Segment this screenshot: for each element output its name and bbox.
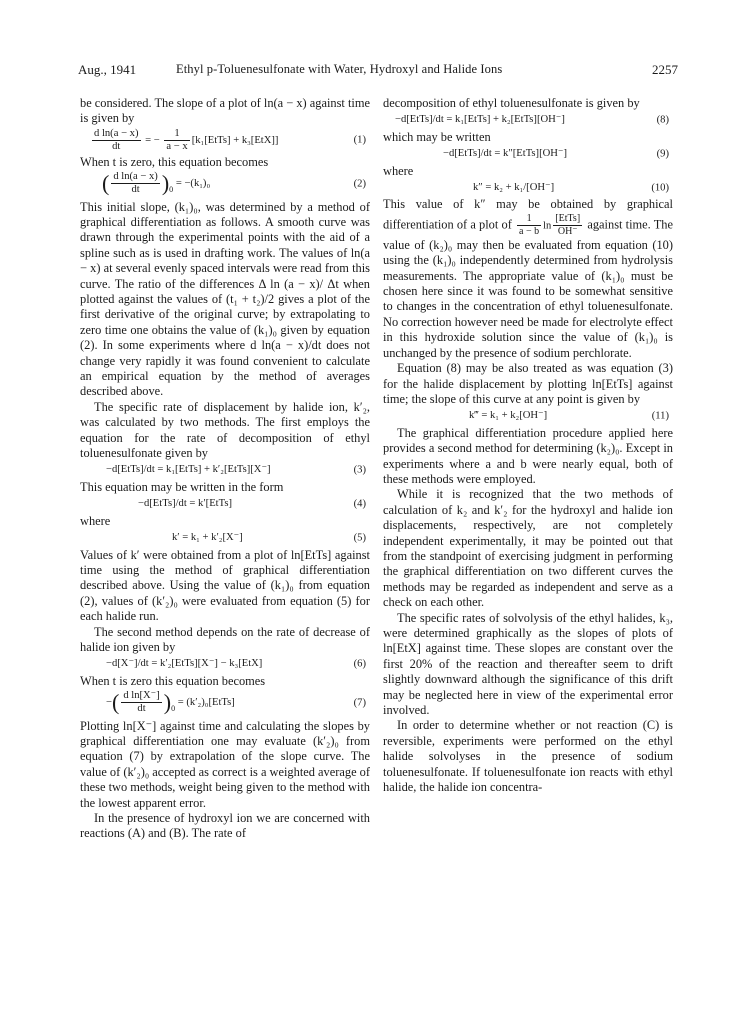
paragraph: In the presence of hydroxyl ion we are concerned with reactions (A) and (B). The rate of: [80, 810, 370, 841]
paragraph: This equation may be written in the form: [80, 479, 284, 494]
equation-4: −d[EtTs]/dt = k′[EtTs] (4): [138, 498, 366, 510]
paragraph: When t is zero, this equation becomes: [80, 154, 269, 169]
equation-1: $\frac{\text{d ln(a − x)}}{dt}$ = − $\frac{1}{a - x}$ [k₁[EtTs] + k₃[EtX]] (1): [94, 127, 366, 152]
paragraph: This initial slope, (k₁)₀, was determined by a method of graphical differentiation as follows. A smooth curve was drawn through the experimental points with the aid of a spline such as is used in drafting work. The values of ln(a − x) at several evenly spaced intervals were read from this curve. The ratio of the differences Δ ln (a − x)/ Δt when plotted against the values of (t₁ + t₂)/2 gives a plot of the first derivative of the original curve; by extrapolating to zero time one obtains the value of (k₁)₀ given by equation (2). In some experiments where d ln(a − x)/dt does not change very rapidly it was found convenient to calculate an empirical equation by the method of averages described above.: [80, 199, 370, 399]
right-column: [383, 96, 673, 795]
paragraph: This value of k″ may be obtained by graphical differentiation of a plot of $\frac{1}{a - b}$ ln $\frac{\text{[EtTs]}}{OH^-}$ against time. The value of (k₂)₀ may then be evaluated from equation (10) using the (k₁)₀ independently determined from hydrolysis measurements. The appropriate value of (k₁)₀ must be chosen here since it was found to be somewhat sensitive to changes in the concentration of ethyl toluenesulfonate. No correction however need be made for electrolyte effect in this hydroxide solution since the value of (k₁)₀ is unchanged by the presence of sodium perchlorate.: [383, 197, 673, 360]
paragraph: Values of k′ were obtained from a plot of ln[EtTs] against time using the method of graphical differentiation described above. Using the value of (k₁)₀ from equation (2), values of (k′₂)₀ were evaluated from equation (5) for each halide run.: [80, 547, 370, 624]
running-header: [78, 62, 678, 78]
equation-2: ( $\frac{\text{d ln(a − x)}}{dt}$ )$_0 = -(k_1)_0$ (2): [102, 170, 366, 196]
equation-11: k‴ = k₁ + k₂[OH⁻] (11): [469, 410, 669, 422]
paragraph: The specific rates of solvolysis of the ethyl halides, k₃, were determined graphically as the slopes of plots of ln[EtX] against time. These slopes are constant over the first 20% of the reaction and thereafter seem to drift slightly downward although the significance of this drift may be neglected here in view of the experimental error involved.: [383, 610, 673, 718]
page-number: 2257: [652, 62, 678, 77]
equation-8: −d[EtTs]/dt = k₁[EtTs] + k₂[EtTs][OH⁻] (8): [395, 114, 669, 126]
paragraph: The second method depends on the rate of decrease of halide ion given by: [80, 624, 370, 654]
paragraph: be considered. The slope of a plot of ln(a − x) against time is given by: [80, 96, 370, 126]
paragraph: Plotting ln[X⁻] against time and calculating the slopes by graphical differentiation one may evaluate (k′₂)₀ from equation (7) by extrapolation of the slope curve. The value of (k′₂)₀ accepted as correct is a weighted average of these two methods, weight being given to the method with the lowest apparent error.: [80, 718, 370, 810]
paragraph: decomposition of ethyl toluenesulfonate is given by: [383, 96, 640, 110]
paragraph: When t is zero this equation becomes: [80, 673, 266, 688]
paragraph: Equation (8) may be also treated as was equation (3) for the halide displacement by plotting ln[EtTs] against time; the slope of this curve at any point is given by: [383, 361, 673, 406]
equation-5: k′ = k₁ + k′₂[X⁻] (5): [172, 532, 366, 544]
paragraph: which may be written: [383, 129, 491, 144]
paragraph: The graphical differentiation procedure applied here provides a second method for determining (k₂)₀. Except in experiments where a and b were nearly equal, both of these methods were employed.: [383, 425, 673, 486]
equation-7: −( $\frac{\text{d ln[X⁻]}}{dt}$ )$_0$ = (k′₂)₀[EtTs] (7): [106, 689, 366, 715]
paragraph: While it is recognized that the two methods of calculation of k₂ and k′₂ for the hydroxyl and halide ion displacements, respectively, are not completely independent experimentally, it may be pointed out that from the standpoint of exercising judgment in performing the graphical differentiation on two different curves the methods may be regarded as independent and serve as a check on each other.: [383, 487, 673, 610]
header-title: Ethyl p-Toluenesulfonate with Water, Hydroxyl and Halide Ions: [176, 62, 503, 76]
equation-6: −d[X⁻]/dt = k′₂[EtTs][X⁻] − k₃[EtX] (6): [106, 658, 366, 670]
left-column: [80, 96, 370, 842]
header-date: Aug., 1941: [78, 62, 137, 77]
paragraph: where: [383, 163, 414, 178]
paragraph: The specific rate of displacement by halide ion, k′₂, was calculated by two methods. The first employs the equation for the rate of decomposition of ethyl toluenesulfonate given by: [80, 399, 370, 461]
equation-9: −d[EtTs]/dt = k″[EtTs][OH⁻] (9): [443, 148, 669, 160]
paragraph: where: [80, 513, 111, 528]
paragraph: In order to determine whether or not reaction (C) is reversible, experiments were performed on the ethyl halide solvolyses in the presence of sodium toluenesulfonate. If toluenesulfonate ion reacts with ethyl halide, the halide ion concentra-: [383, 718, 673, 795]
equation-10: k″ = k₂ + k₁/[OH⁻] (10): [473, 182, 669, 194]
equation-3: −d[EtTs]/dt = k₁[EtTs] + k′₂[EtTs][X⁻] (3): [106, 464, 366, 476]
